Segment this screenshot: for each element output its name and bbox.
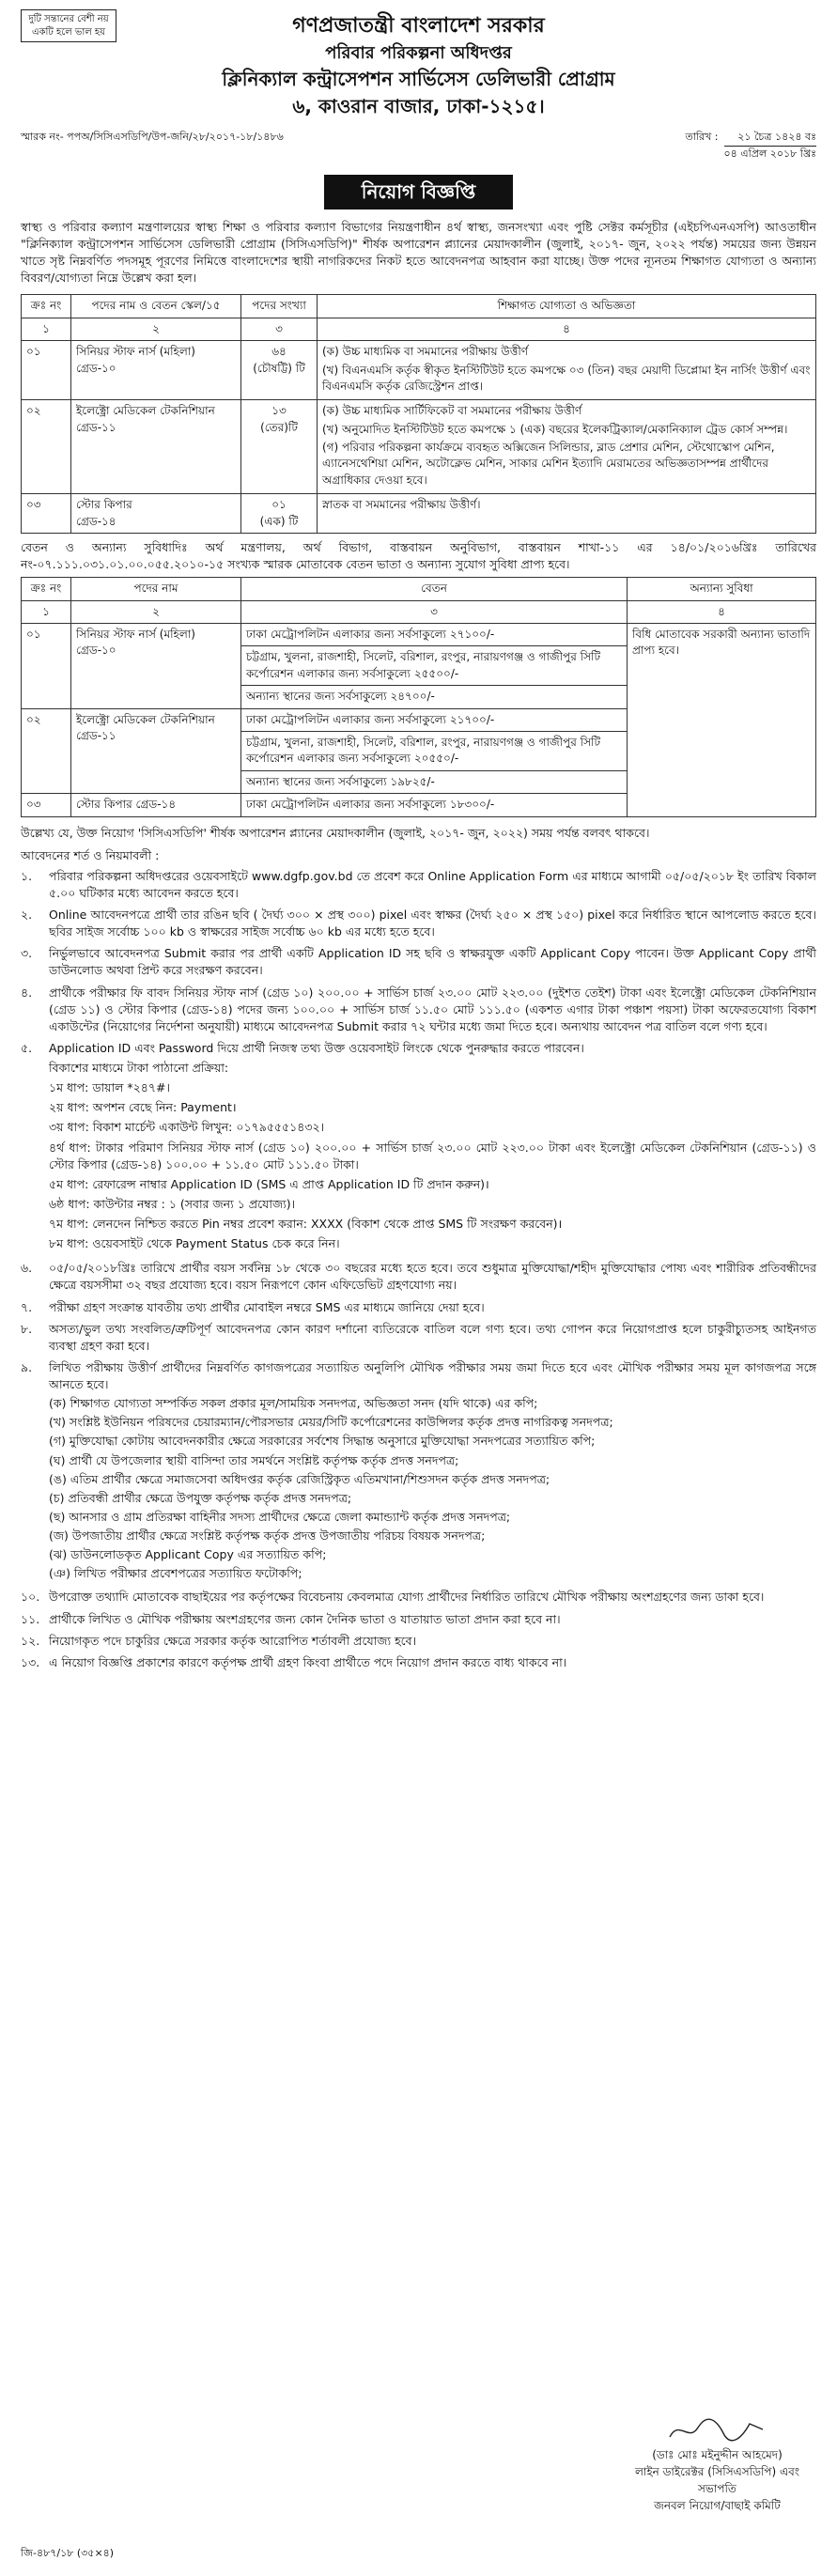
post-grade: গ্রেড-১৪	[76, 514, 116, 528]
post-name: স্টোর কিপার গ্রেড-১৪	[71, 794, 241, 816]
serial: ০২	[22, 400, 71, 494]
salary-benefit-text: বেতন ও অন্যান্য সুবিধাদিঃ অর্থ মন্ত্রণালয়, অর্থ বিভাগ, বাস্তবায়ন অনুবিভাগ, বাস্তবায়ন শাখা-১১ এর ১৪/০১/২০১৬খ্রিঃ তারিখের নং-০৭.১১১.০৩১.০১.০০.০৫৫.২০১০-১৫ সংখ্যক স্মারক মোতাবেক বেতন ভাতা ও অন্যান্য সুযোগ সুবিধা প্রাপ্য হবে।	[21, 540, 816, 572]
document-item: (গ) মুক্তিযোদ্ধা কোটায় আবেদনকারীর ক্ষেত্রে সরকারের সর্বশেষ সিদ্ধান্ত অনুসারে মুক্তিযোদ্ধা সনদপত্রের সত্যায়িত কপি;	[49, 1434, 596, 1449]
salary-table	[21, 577, 816, 816]
posts-table	[21, 294, 816, 534]
col-number: ৪	[318, 318, 816, 340]
col-number: ২	[71, 318, 241, 340]
col-number: ১	[22, 318, 71, 340]
signatory-committee: জনবল নিয়োগ/বাছাই কমিটি	[654, 2499, 781, 2512]
pay-line: চট্টগ্রাম, খুলনা, রাজশাহী, সিলেট, বরিশাল, রংপুর, নারায়ণগঞ্জ ও গাজীপুর সিটি কর্পোরেশন এলাকার জন্য সর্বসাকুল্যে ২৫৫০০/-	[241, 646, 627, 686]
post-count: ০১	[271, 498, 287, 512]
condition-item: ১৩. এ নিয়োগ বিজ্ঞপ্তি প্রকাশের কারণে কর্তৃপক্ষ প্রার্থী গ্রহণ কিংবা প্রার্থীতে পদে নিয়োগ প্রদান করতে বাধ্য থাকবে না।	[21, 1654, 567, 1669]
post-grade: গ্রেড-১১	[76, 420, 116, 434]
signature-scribble-icon	[665, 2414, 768, 2446]
col-header: পদের নাম	[71, 578, 241, 600]
signatory-name: (ডাঃ মোঃ মইনুদ্দীন আহমেদ)	[652, 2448, 783, 2461]
qualification: স্নাতক বা সমমানের পরীক্ষায় উত্তীর্ণ।	[322, 498, 481, 512]
document-item: (ঝ) ডাউনলোডকৃত Applicant Copy এর সত্যায়িত কপি;	[49, 1547, 327, 1562]
condition-item: ১০. উপরোক্ত তথ্যাদি মোতাবেক বাছাইয়ের পর কর্তৃপক্ষের বিবেচনায় কেবলমাত্র যোগ্য প্রার্থীদের নির্ধারিত তারিখে মৌখিক পরীক্ষায় অংশগ্রহণের জন্য ডাকা হবে।	[21, 1590, 765, 1605]
pay-line: ঢাকা মেট্রোপলিটন এলাকার জন্য সর্বসাকুল্যে ২৭১০০/-	[241, 624, 627, 646]
qualification: (গ) পরিবার পরিকল্পনা কার্যক্রমে ব্যবহৃত অক্সিজেন সিলিন্ডার, ব্লাড প্রেশার মেশিন, স্টেথোস্কোপ মেশিন, এ্যানেসথেশিয়া মেশিন, অটোক্লেভ মেশিন, সাকার মেশিন ইত্যাদি মেরামতের অভিজ্ঞতাসম্পন্ন প্রার্থীদের অগ্রাধিকার দেওয়া হবে।	[322, 441, 775, 487]
pay-line: ঢাকা মেট্রোপলিটন এলাকার জন্য সর্বসাকুল্যে ১৮৩০০/-	[246, 798, 495, 812]
signature-block	[635, 2414, 799, 2514]
post-name: ইলেক্ট্রো মেডিকেল টেকনিশিয়ান গ্রেড-১১	[71, 708, 241, 794]
family-planning-slogan: দুটি সন্তানের বেশী নয় একটি হলে ভাল হয়	[21, 9, 116, 42]
qualification: (খ) অনুমোদিত ইনস্টিটিউট হতে কমপক্ষে ১ (এক) বছরের ইলেকট্রিক্যাল/মেকানিক্যাল ট্রেড কোর্স সম্পন্ন।	[322, 422, 788, 436]
post-grade: গ্রেড-১০	[76, 361, 116, 375]
post-count: ৬৪	[271, 345, 287, 359]
document-item: (চ) প্রতিবন্ধী প্রার্থীর ক্ষেত্রে উপযুক্ত কর্তৃপক্ষ কর্তৃক প্রদত্ত সনদপত্র;	[49, 1490, 352, 1505]
memo-number: স্মারক নং- পপঅ/সিসিএসডিপি/উপ-জনি/২৮/২০১৭-১৮/১৪৮৬	[21, 130, 284, 143]
intro-paragraph: স্বাস্থ্য ও পরিবার কল্যাণ মন্ত্রণালয়ের স্বাস্থ্য শিক্ষা ও পরিবার কল্যাণ বিভাগের নিয়ন্ত্রণাধীন ৪র্থ স্বাস্থ্য, জনসংখ্যা এবং পুষ্টি সেক্টর কর্মসূচীর (এইচপিএনএসপি) আওতাধীন "ক্লিনিক্যাল কন্ট্রাসেপশন সার্ভিসেস ডেলিভারী প্রোগ্রাম (সিসিএসডিপি)" শীর্ষক অপারেশন প্ল্যানের মেয়াদকালীন (জুলাই, ২০১৭- জুন, ২০২২ পর্যন্ত) সময়ের জন্য উন্নয়ন খাতে সৃষ্ট নিম্নবর্ণিত পদসমূহ পূরণের নিমিত্তে বাংলাদেশের স্থায়ী নাগরিকদের নিকট হতে আবেদনপত্র আহবান করা যাচ্ছে। উক্ত পদের ন্যূনতম শিক্ষাগত যোগ্যতা ও অন্যান্য বিবরণ/যোগ্যতা নিম্নে উল্লেখ করা হল।	[21, 219, 816, 286]
document-item: (জ) উপজাতীয় প্রার্থীর ক্ষেত্রে সংশ্লিষ্ট কর্তৃপক্ষ কর্তৃক প্রদত্ত উপজাতীয় পরিচয় বিষয়ক সনদপত্র;	[49, 1529, 486, 1544]
serial: ০১	[22, 341, 71, 400]
col-number: ৩	[241, 600, 628, 623]
condition-item: ৬. ০৫/০৫/২০১৮খ্রিঃ তারিখে প্রার্থীর বয়স সর্বনিম্ন ১৮ থেকে ৩০ বছরের মধ্যে হতে হবে। তবে শুধুমাত্র মুক্তিযোদ্ধা/শহীদ মুক্তিযোদ্ধার পোষ্য এবং শারীরিক প্রতিবন্ধীদের ক্ষেত্রে বয়সসীমা ৩২ বছর প্রযোজ্য হবে। বয়স নিরূপণে কোন এফিডেভিট গ্রহণযোগ্য নয়।	[21, 1261, 816, 1293]
condition-item: ১১. প্রার্থীকে লিখিত ও মৌখিক পরীক্ষায় অংশগ্রহণের জন্য কোন দৈনিক ভাতা ও যাতায়াত ভাতা প্রদান করা হবে না।	[21, 1611, 561, 1626]
col-header: ক্রঃ নং	[22, 295, 71, 318]
document-item: (ক) শিক্ষাগত যোগ্যতা সম্পর্কিত সকল প্রকার মূল/সাময়িক সনদপত্র, অভিজ্ঞতা সনদ (যদি থাকে) এর কপি;	[49, 1396, 538, 1411]
serial: ০৩	[22, 794, 71, 816]
notice-title: নিয়োগ বিজ্ঞপ্তি	[324, 175, 514, 209]
date-bengali: ২১ চৈত্র ১৪২৪ বঃ	[724, 130, 816, 147]
document-item: (ছ) আনসার ও গ্রাম প্রতিরক্ষা বাহিনীর সদস্য প্রার্থীদের ক্ষেত্রে জেলা কমান্ড্যান্ট কর্তৃক প্রদত্ত সনদপত্র;	[49, 1509, 511, 1524]
post-count-words: (এক) টি	[259, 514, 299, 528]
col-header: শিক্ষাগত যোগ্যতা ও অভিজ্ঞতা	[318, 295, 816, 318]
col-number: ১	[22, 600, 71, 623]
condition-item: ৪. প্রার্থীকে পরীক্ষার ফি বাবদ সিনিয়র স্টাফ নার্স (গ্রেড ১০) ২০০.০০ + সার্ভিস চার্জ ২৩.০০ মোট ২২৩.০০ (দুইশত তেইশ) টাকা এবং ইলেক্ট্রো মেডিকেল টেকনিশিয়ান (গ্রেড ১১) ও স্টোর কিপার (গ্রেড-১৪) পদের জন্য ১০০.০০ + সার্ভিস চার্জ ১১.৫০ মোট ১১১.৫০ (একশত এগার টাকা পঞ্চাশ পয়সা) টাকা অফেরতযোগ্য বিকাশ একাউন্টের (নিয়োগের নির্দেশনা অনুযায়ী) মাধ্যমে আবেদনপত্র Submit করার ৭২ ঘন্টার মধ্যে জমা দিতে হবে। অন্যথায় আবেদন পত্র বাতিল বলে গণ্য হবে।	[21, 985, 816, 1033]
col-number: ২	[71, 600, 241, 623]
office-address: ৬, কাওরান বাজার, ঢাকা-১২১৫।	[292, 94, 545, 117]
bkash-step: ৬ষ্ঠ ধাপ: কাউন্টার নম্বর : ১ (সবার জন্য ১ প্রযোজ্য)।	[49, 1196, 296, 1211]
date-label: তারিখ :	[685, 130, 719, 143]
table-row	[22, 341, 816, 400]
bkash-step: ১ম ধাপ: ডায়াল *২৪৭#।	[49, 1080, 170, 1095]
bkash-step: ৪র্থ ধাপ: টাকার পরিমাণ সিনিয়র স্টাফ নার্স (গ্রেড ১০) ২০০.০০ + সার্ভিস চার্জ ২৩.০০ মোট ২২৩.০০ টাকা এবং ইলেক্ট্রো মেডিকেল টেকনিশিয়ান (গ্রেড-১১) ও স্টোর কিপার (গ্রেড-১৪) ১০০.০০ + ১১.৫০ মোট ১১১.৫০ টাকা।	[49, 1140, 816, 1172]
document-item: (ঞ) লিখিত পরীক্ষার প্রবেশপত্রের সত্যায়িত ফটোকপি;	[49, 1566, 302, 1581]
signatory-designation: লাইন ডাইরেক্টর (সিসিএসডিপি) এবং	[634, 2465, 799, 2478]
conditions-heading: আবেদনের শর্ত ও নিয়মাবলী :	[21, 847, 160, 862]
post-count-words: (চৌষট্টি) টি	[253, 361, 305, 375]
table-row	[22, 494, 816, 534]
header	[21, 0, 816, 120]
gov-name: গণপ্রজাতন্ত্রী বাংলাদেশ সরকার	[292, 14, 545, 38]
qualification: (ক) উচ্চ মাধ্যমিক বা সমমানের পরীক্ষায় উত্তীর্ণ	[322, 345, 529, 359]
bkash-step: ৮ম ধাপ: ওয়েবসাইট থেকে Payment Status চেক করে নিন।	[49, 1236, 340, 1251]
serial: ০২	[22, 708, 71, 794]
condition-item: ৩. নির্ভুলভাবে আবেদনপত্র Submit করার পর প্রার্থী একটি Application ID সহ ছবি ও স্বাক্ষরযুক্ত একটি Applicant Copy পাবেন। উক্ত Applicant Copy প্রার্থী ডাউনলোড অথবা প্রিন্ট করে সংরক্ষণ করবেন।	[21, 946, 816, 978]
condition-item: ৫. Application ID এবং Password দিয়ে প্রার্থী নিজস্ব তথ্য উক্ত ওয়েবসাইট লিংকে থেকে পুনরুদ্ধার করতে পারবেন। বিকাশের মাধ্যমে টাকা পাঠানো প্রক্রিয়া: ১ম ধাপ: ডায়াল *২৪৭#। ২য় ধাপ: অপশন বেছে নিন: Payment। ৩য় ধাপ: বিকাশ মার্চেন্ট একাউন্ট লিখুন: ০১৭৯৫৫৫১৪৩২। ৪র্থ ধাপ: টাকার পরিমাণ সিনিয়র স্টাফ নার্স (গ্রেড ১০) ২০০.০০ + সার্ভিস চার্জ ২৩.০০ মোট ২২৩.০০ টাকা এবং ইলেক্ট্রো মেডিকেল টেকনিশিয়ান (গ্রেড-১১) ও স্টোর কিপার (গ্রেড-১৪) ১০০.০০ + ১১.৫০ মোট ১১১.৫০ টাকা। ৫ম ধাপ: রেফারেন্স নাম্বার Application ID (SMS এ প্রাপ্ত Application ID টি প্রদান করুন)। ৬ষ্ঠ ধাপ: কাউন্টার নম্বর : ১ (সবার জন্য ১ প্রযোজ্য)। ৭ম ধাপ: লেনদেন নিশ্চিত করতে Pin নম্বর প্রবেশ করান: XXXX (বিকাশ থেকে প্রাপ্ত SMS টি সংরক্ষণ করবেন)। ৮ম ধাপ: ওয়েবসাইট থেকে Payment Status চেক করে নিন।	[21, 1040, 816, 1255]
other-benefits: বিধি মোতাবেক সরকারী অন্যান্য ভাতাদি প্রাপ্য হবে।	[628, 624, 816, 817]
publication-code: জি-৪৮৭/১৮ (৩৫×৪)	[21, 2547, 115, 2559]
signatory-role: সভাপতি	[698, 2482, 736, 2495]
document-item: (ঙ) এতিম প্রার্থীর ক্ষেত্রে সমাজসেবা অধিদপ্তর কর্তৃক রেজিস্ট্রিকৃত এতিমখানা/শিশুসদন কর্তৃক প্রদত্ত সনদপত্র;	[49, 1471, 550, 1486]
pay-line: ঢাকা মেট্রোপলিটন এলাকার জন্য সর্বসাকুল্যে ২১৭০০/-	[241, 709, 627, 732]
bkash-steps	[49, 1079, 816, 1252]
bkash-heading: বিকাশের মাধ্যমে টাকা পাঠানো প্রক্রিয়া:	[49, 1061, 229, 1076]
post-name: স্টোর কিপার	[76, 498, 132, 512]
documents-list	[49, 1395, 816, 1582]
table-row	[22, 400, 816, 494]
col-header: পদের সংখ্যা	[241, 295, 318, 318]
qualification: (ক) উচ্চ মাধ্যমিক সার্টিফিকেট বা সমমানের পরীক্ষায় উত্তীর্ণ	[322, 404, 582, 418]
serial: ০৩	[22, 494, 71, 534]
pay-line: চট্টগ্রাম, খুলনা, রাজশাহী, সিলেট, বরিশাল, রংপুর, নারায়ণগঞ্জ ও গাজীপুর সিটি কর্পোরেশন এলাকার জন্য সর্বসাকুল্যে ২০৫৫০/-	[241, 732, 627, 771]
bkash-step: ৩য় ধাপ: বিকাশ মার্চেন্ট একাউন্ট লিখুন: ০১৭৯৫৫৫১৪৩২।	[49, 1120, 325, 1135]
post-count-words: (তের)টি	[260, 420, 298, 434]
condition-item: ৮. অসত্য/ভুল তথ্য সংবলিত/ত্রুটিপূর্ণ আবেদনপত্র কোন কারণ দর্শানো ব্যতিরেকে বাতিল বলে গণ্য হবে। তথ্য গোপন করে নিয়োগপ্রাপ্ত হলে চাকুরীচ্যুতসহ আইনগত ব্যবস্থা গ্রহণ করা হবে।	[21, 1321, 816, 1353]
validity-note: উল্লেখ্য যে, উক্ত নিয়োগ 'সিসিএসডিপি' শীর্ষক অপারেশন প্ল্যানের মেয়াদকালীন (জুলাই, ২০১৭- জুন, ২০২২) সময় পর্যন্ত বলবৎ থাকবে।	[21, 825, 650, 840]
reference-row	[21, 130, 816, 162]
pay-line: অন্যান্য স্থানের জন্য সর্বসাকুল্যে ১৯৮২৫/-	[246, 774, 435, 788]
bkash-step: ৭ম ধাপ: লেনদেন নিশ্চিত করতে Pin নম্বর প্রবেশ করান: XXXX (বিকাশ থেকে প্রাপ্ত SMS টি সংরক্ষণ করবেন)।	[49, 1217, 563, 1232]
condition-item: ১২. নিয়োগকৃত পদে চাকুরির ক্ষেত্রে সরকার কর্তৃক আরোপিত শর্তাবলী প্রযোজ্য হবে।	[21, 1633, 417, 1648]
program-name: ক্লিনিক্যাল কন্ট্রাসেপশন সার্ভিসেস ডেলিভারী প্রোগ্রাম	[222, 67, 615, 90]
department-name: পরিবার পরিকল্পনা অধিদপ্তর	[325, 42, 512, 63]
bkash-step: ৫ম ধাপ: রেফারেন্স নাম্বার Application ID (SMS এ প্রাপ্ত Application ID টি প্রদান করুন)।	[49, 1176, 489, 1191]
condition-item: ৯. লিখিত পরীক্ষায় উত্তীর্ণ প্রার্থীদের নিম্নবর্ণিত কাগজপত্রের সত্যায়িত অনুলিপি মৌখিক পরীক্ষার সময় জমা দিতে হবে এবং মৌখিক পরীক্ষার সময় মূল কাগজপত্র সঙ্গে আনতে হবে। (ক) শিক্ষাগত যোগ্যতা সম্পর্কিত সকল প্রকার মূল/সাময়িক সনদপত্র, অভিজ্ঞতা সনদ (যদি থাকে) এর কপি; (খ) সংশ্লিষ্ট ইউনিয়ন পরিষদের চেয়ারম্যান/পৌরসভার মেয়র/সিটি কর্পোরেশনের কাউন্সিলর কর্তৃক প্রদত্ত নাগরিকত্ব সনদপত্র; (গ) মুক্তিযোদ্ধা কোটায় আবেদনকারীর ক্ষেত্রে সরকারের সর্বশেষ সিদ্ধান্ত অনুসারে মুক্তিযোদ্ধা সনদপত্রের সত্যায়িত কপি; (ঘ) প্রার্থী যে উপজেলার স্থায়ী বাসিন্দা তার সমর্থনে সংশ্লিষ্ট কর্তৃপক্ষ কর্তৃক প্রদত্ত সনদপত্র; (ঙ) এতিম প্রার্থীর ক্ষেত্রে সমাজসেবা অধিদপ্তর কর্তৃক রেজিস্ট্রিকৃত এতিমখানা/শিশুসদন কর্তৃক প্রদত্ত সনদপত্র; (চ) প্রতিবন্ধী প্রার্থীর ক্ষেত্রে উপযুক্ত কর্তৃপক্ষ কর্তৃক প্রদত্ত সনদপত্র; (ছ) আনসার ও গ্রাম প্রতিরক্ষা বাহিনীর সদস্য প্রার্থীদের ক্ষেত্রে জেলা কমান্ড্যান্ট কর্তৃক প্রদত্ত সনদপত্র; (জ) উপজাতীয় প্রার্থীর ক্ষেত্রে সংশ্লিষ্ট কর্তৃপক্ষ কর্তৃক প্রদত্ত উপজাতীয় পরিচয় বিষয়ক সনদপত্র; (ঝ) ডাউনলোডকৃত Applicant Copy এর সত্যায়িত কপি; (ঞ) লিখিত পরীক্ষার প্রবেশপত্রের সত্যায়িত ফটোকপি;	[21, 1359, 816, 1585]
condition-item: ৭. পরীক্ষা গ্রহণ সংক্রান্ত যাবতীয় তথ্য প্রার্থীর মোবাইল নম্বরে SMS এর মাধ্যমে জানিয়ে দেয়া হবে।	[21, 1299, 485, 1314]
document-item: (খ) সংশ্লিষ্ট ইউনিয়ন পরিষদের চেয়ারম্যান/পৌরসভার মেয়র/সিটি কর্পোরেশনের কাউন্সিলর কর্তৃক প্রদত্ত নাগরিকত্ব সনদপত্র;	[49, 1415, 613, 1430]
post-name: সিনিয়র স্টাফ নার্স (মহিলা)	[76, 345, 195, 359]
condition-item: ২. Online আবেদনপত্রে প্রার্থী তার রঙিন ছবি ( দৈর্ঘ্য ৩০০ × প্রস্থ ৩০০) pixel এবং স্বাক্ষর (দৈর্ঘ্য ২৫০ × প্রস্থ ১৫০) pixel করে নির্ধারিত স্থানে আপলোড করতে হবে। ছবির সাইজ সর্বোচ্চ ১০০ kb ও স্বাক্ষরের সাইজ সর্বোচ্চ ৬০ kb এর মধ্যে হতে হবে।	[21, 908, 816, 939]
pay-line: অন্যান্য স্থানের জন্য সর্বসাকুল্যে ২৪৭০০/-	[246, 690, 435, 704]
condition-item: ১. পরিবার পরিকল্পনা অধিদপ্তরের ওয়েবসাইটে www.dgfp.gov.bd তে প্রবেশ করে Online Application Form এর মাধ্যমে আগামী ০৫/০৫/২০১৮ ইং তারিখ বিকাল ৫.০০ ঘটিকার মধ্যে আবেদন করতে হবে।	[21, 868, 816, 900]
post-name: ইলেক্ট্রো মেডিকেল টেকনিশিয়ান	[76, 404, 215, 418]
post-name: সিনিয়র স্টাফ নার্স (মহিলা) গ্রেড-১০	[71, 624, 241, 709]
col-header: বেতন	[241, 578, 628, 600]
table-row	[22, 624, 816, 709]
col-header: অন্যান্য সুবিধা	[628, 578, 816, 600]
post-count: ১৩	[271, 404, 287, 418]
bkash-step: ২য় ধাপ: অপশন বেছে নিন: Payment।	[49, 1100, 237, 1115]
conditions-list	[21, 868, 816, 1671]
qualification: (খ) বিএনএমসি কর্তৃক স্বীকৃত ইনস্টিটিউট হতে কমপক্ষে ০৩ (তিন) বছর মেয়াদী ডিপ্লোমা ইন নার্সিং উত্তীর্ণ এবং বিএনএমসি কর্তৃক রেজিস্ট্রেশন প্রাপ্ত।	[322, 363, 811, 393]
col-header: ক্রঃ নং	[22, 578, 71, 600]
col-number: ৪	[628, 600, 816, 623]
document-item: (ঘ) প্রার্থী যে উপজেলার স্থায়ী বাসিন্দা তার সমর্থনে সংশ্লিষ্ট কর্তৃপক্ষ কর্তৃক প্রদত্ত সনদপত্র;	[49, 1452, 459, 1467]
col-header: পদের নাম ও বেতন স্কেল/১৫	[71, 295, 241, 318]
col-number: ৩	[241, 318, 318, 340]
date-gregorian: ০৪ এপ্রিল ২০১৮ খ্রিঃ	[723, 147, 816, 160]
serial: ০১	[22, 624, 71, 709]
signature	[635, 2414, 799, 2446]
date-block	[685, 130, 816, 162]
